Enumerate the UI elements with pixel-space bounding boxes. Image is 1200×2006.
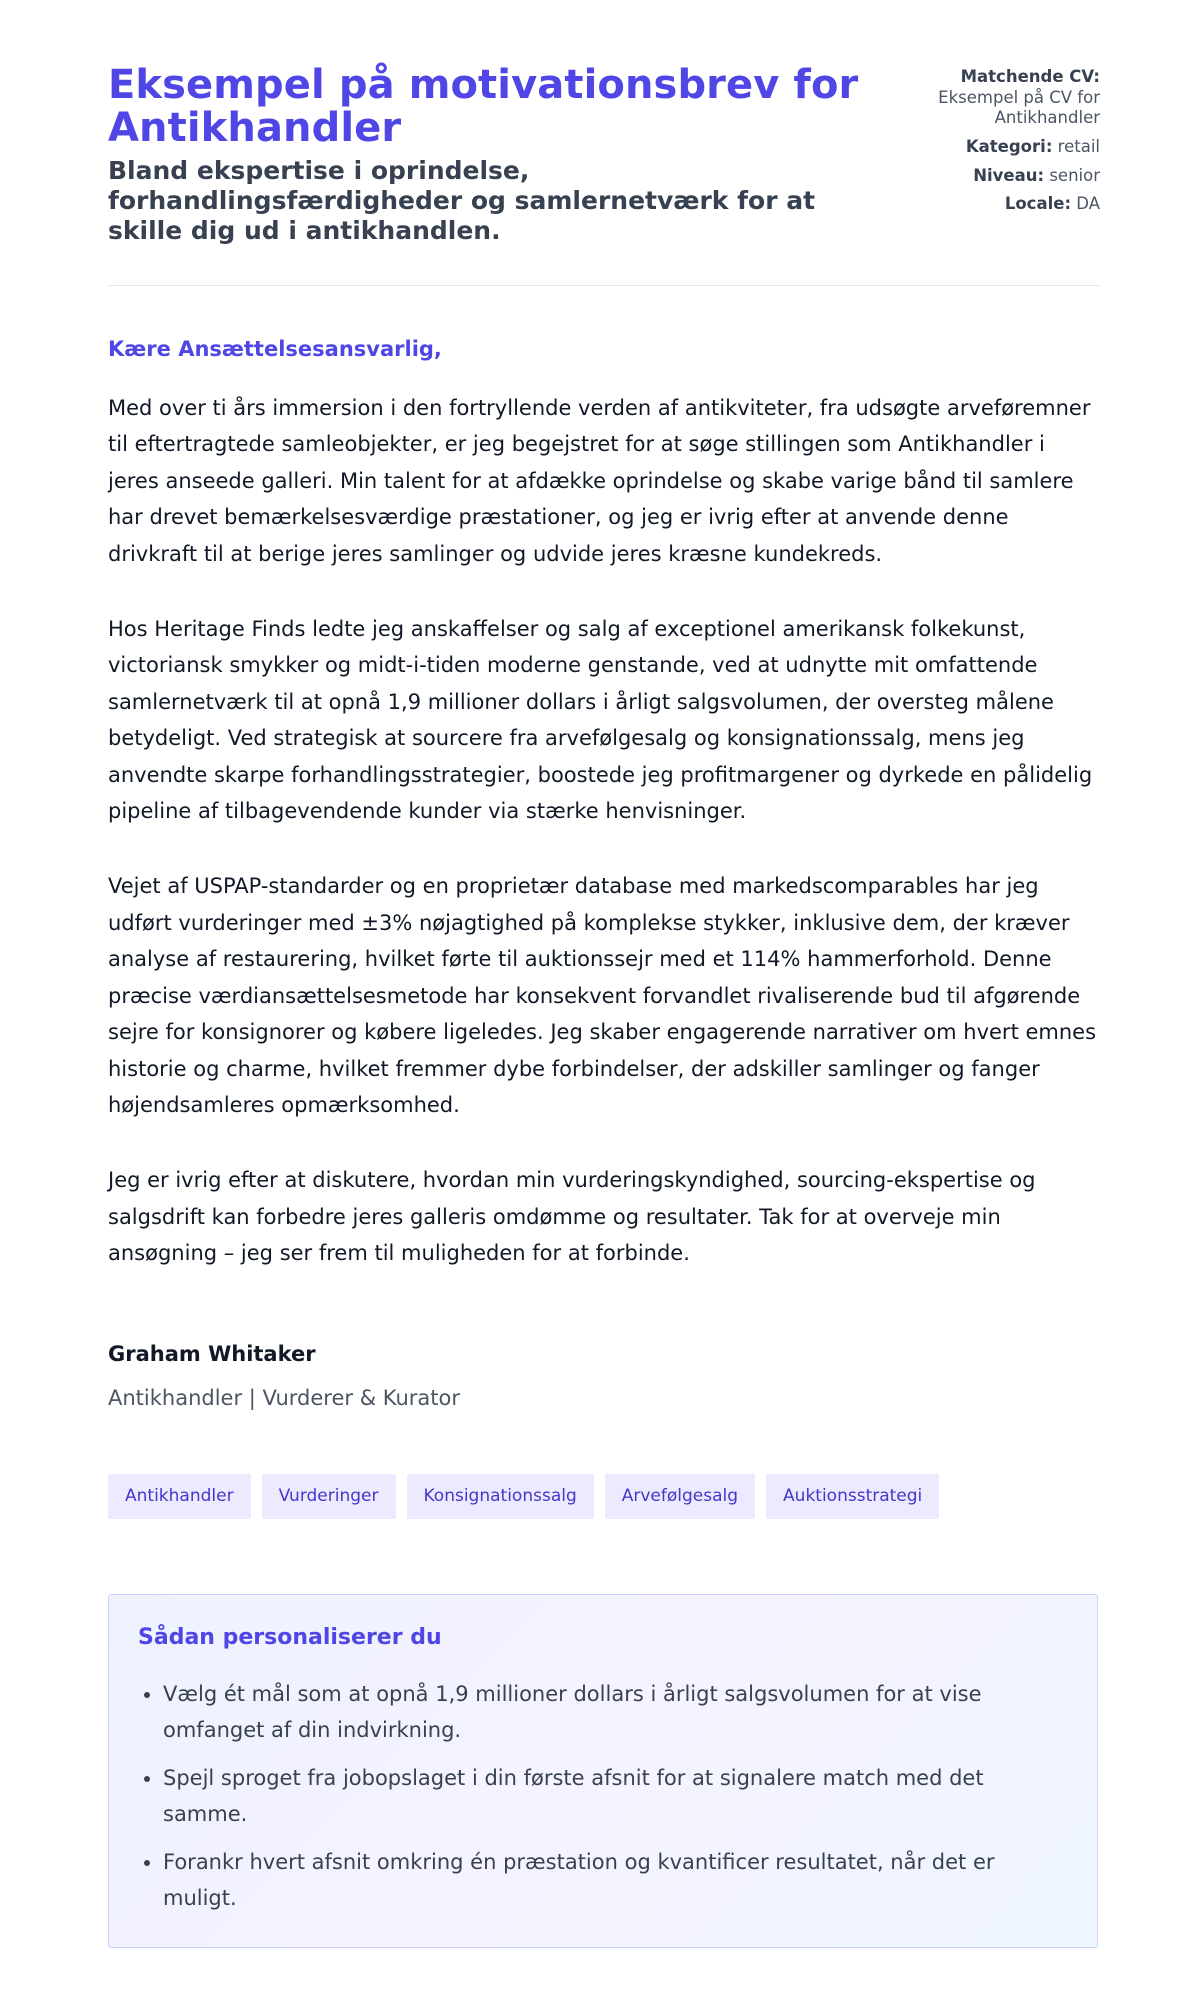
letter-body [108, 390, 1100, 1311]
document-metadata [880, 67, 1100, 223]
matching-cv-meta [880, 67, 1100, 129]
letter-paragraph: Vejet af USPAP-standarder og en proprietær database med markedscomparables har jeg udført vurderinger med ±3% nøjagtighed på komplekse stykker, inklusive dem, der kræver analyse af restaurering, hvilket førte til auktionssejr med et 114% hammerforhold. Denne præcise værdiansættelsesmetode har konsekvent forvandlet rivaliserende bud til afgørende sejre for konsignorer og købere ligeledes. Jeg skaber engagerende narrativer om hvert emnes historie og charme, hvilket fremmer dybe forbindelser, der adskiller samlinger og fanger højendsamleres opmærksomhed. [108, 874, 1097, 1117]
page-header [108, 64, 1100, 246]
tips-list [137, 1677, 1063, 1929]
page-title: Eksempel på motivationsbrev for Antikhandler [108, 62, 859, 152]
skill-tag: Arvefølgesalg [605, 1474, 755, 1519]
tip-item: • Forankr hvert afsnit omkring én præstation og kvantificer resultatet, når det er muligt. [163, 1845, 1063, 1916]
page-subtitle: Bland ekspertise i oprindelse, forhandlingsfærdigheder og samlernetværk for at skille dig ud i antikhandlen. [108, 156, 816, 246]
level-label: Niveau: [973, 165, 1045, 185]
personalization-tips [108, 1594, 1098, 1948]
locale-label: Locale: [1004, 194, 1072, 214]
matching-cv-label: Matchende CV: [960, 67, 1100, 86]
level-meta [880, 166, 1100, 187]
letter-paragraph: Med over ti års immersion i den fortryllende verden af antikviteter, fra udsøgte arveføremner til eftertragtede samleobjekter, er jeg begejstret for at søge stillingen som Antikhandler i jeres anseede galleri. Min talent for at afdække oprindelse og skabe varige bånd til samlere har drevet bemærkelsesværdige præstationer, og jeg er ivrig efter at anvende denne drivkraft til at berige jeres samlinger og udvide jeres kræsne kundekreds. [108, 396, 1091, 566]
skill-tag: Konsignationssalg [407, 1474, 594, 1519]
letter-paragraph: Hos Heritage Finds ledte jeg anskaffelser og salg af exceptionel amerikansk folkekunst, victoriansk smykker og midt-i-tiden moderne genstande, ved at udnytte mit omfattende samlernetværk til at opnå 1,9 millioner dollars i årligt salgsvolumen, der oversteg målene betydeligt. Ved strategisk at sourcere fra arvefølgesalg og konsignationssalg, mens jeg anvendte skarpe forhandlingsstrategier, boostede jeg profitmargener og dyrkede en pålidelig pipeline af tilbagevendende kunder via stærke henvisninger. [108, 617, 1093, 824]
letter-greeting: Kære Ansættelsesansvarlig, [108, 337, 442, 361]
tip-item: • Vælg ét mål som at opnå 1,9 millioner dollars i årligt salgsvolumen for at vise omfanget af din indvirkning. [163, 1677, 1063, 1748]
level-value: senior [1049, 165, 1100, 185]
letter-paragraph: Jeg er ivrig efter at diskutere, hvordan min vurderingskyndighed, sourcing-ekspertise og salgsdrift kan forbedre jeres galleris omdømme og resultater. Tak for at overveje min ansøgning – jeg ser frem til muligheden for at forbinde. [108, 1168, 1036, 1266]
tip-item: • Spejl sproget fra jobopslaget i din første afsnit for at signalere match med det samme. [163, 1761, 1063, 1832]
category-meta [880, 137, 1100, 158]
signature-role: Antikhandler | Vurderer & Kurator [108, 1386, 461, 1410]
locale-meta [880, 194, 1100, 215]
matching-cv-link[interactable]: Eksempel på CV for Antikhandler [938, 87, 1100, 128]
skill-tag: Vurderinger [262, 1474, 396, 1519]
header-divider [108, 285, 1100, 286]
category-value: retail [1057, 136, 1100, 156]
signature-name: Graham Whitaker [108, 1342, 316, 1366]
category-label: Kategori: [965, 136, 1053, 156]
skill-tag: Auktionsstrategi [766, 1474, 939, 1519]
locale-value: DA [1076, 194, 1100, 214]
tips-title: Sådan personaliserer du [138, 1625, 442, 1650]
skill-tags [108, 1474, 939, 1519]
skill-tag: Antikhandler [108, 1474, 251, 1519]
